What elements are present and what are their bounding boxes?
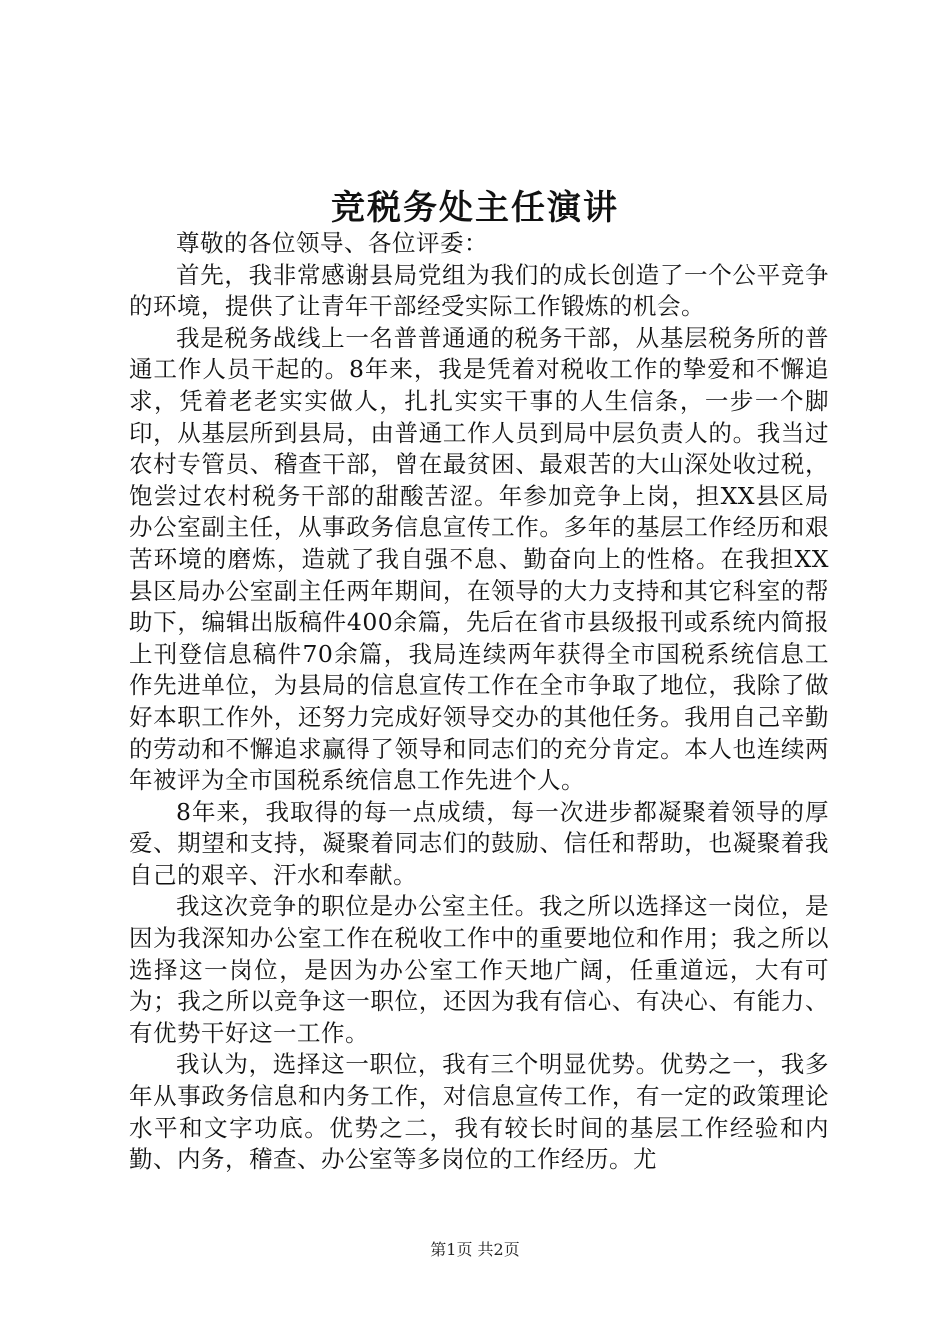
body-paragraph: 我认为，选择这一职位，我有三个明显优势。优势之一，我多年从事政务信息和内务工作，对信息宣传工作，有一定的政策理论水平和文字功底。优势之二，我有较长时间的基层工作经验和内勤、内务，稽查、办公室等多岗位的工作经历。尤 [129,1050,829,1174]
body-paragraph: 我这次竞争的职位是办公室主任。我之所以选择这一岗位，是因为我深知办公室工作在税收工作中的重要地位和作用；我之所以选择这一岗位，是因为办公室工作天地广阔，任重道远，大有可为；我之所以竞争这一职位，还因为我有信心、有决心、有能力、有优势干好这一工作。 [129,892,829,1047]
salutation-paragraph: 尊敬的各位领导、各位评委： [176,229,488,257]
document-body [129,228,829,1176]
document-title: 竞税务处主任演讲 [331,188,619,228]
body-paragraph: 8年来，我取得的每一点成绩，每一次进步都凝聚着领导的厚爱、期望和支持，凝聚着同志们的鼓励、信任和帮助，也凝聚着我自己的艰辛、汗水和奉献。 [129,797,829,889]
body-paragraph: 我是税务战线上一名普普通通的税务干部，从基层税务所的普通工作人员干起的。8年来，我是凭着对税收工作的挚爱和不懈追求，凭着老老实实做人，扎扎实实干事的人生信条，一步一个脚印，从基层所到县局，由普通工作人员到局中层负责人的。我当过农村专管员、稽查干部，曾在最贫困、最艰苦的大山深处收过税，饱尝过农村税务干部的甜酸苦涩。年参加竞争上岗，担XX县区局办公室副主任，从事政务信息宣传工作。多年的基层工作经历和艰苦环境的磨炼，造就了我自强不息、勤奋向上的性格。在我担XX县区局办公室副主任两年期间，在领导的大力支持和其它科室的帮助下，编辑出版稿件400余篇，先后在省市县级报刊或系统内简报上刊登信息稿件70余篇，我局连续两年获得全市国税系统信息工作先进单位，为县局的信息宣传工作在全市争取了地位，我除了做好本职工作外，还努力完成好领导交办的其他任务。我用自己辛勤的劳动和不懈追求赢得了领导和同志们的充分肯定。本人也连续两年被评为全市国税系统信息工作先进个人。 [129,323,829,795]
body-paragraph: 首先，我非常感谢县局党组为我们的成长创造了一个公平竞争的环境，提供了让青年干部经受实际工作锻炼的机会。 [129,260,829,321]
page-footer: 第1页 共2页 [430,1240,520,1259]
